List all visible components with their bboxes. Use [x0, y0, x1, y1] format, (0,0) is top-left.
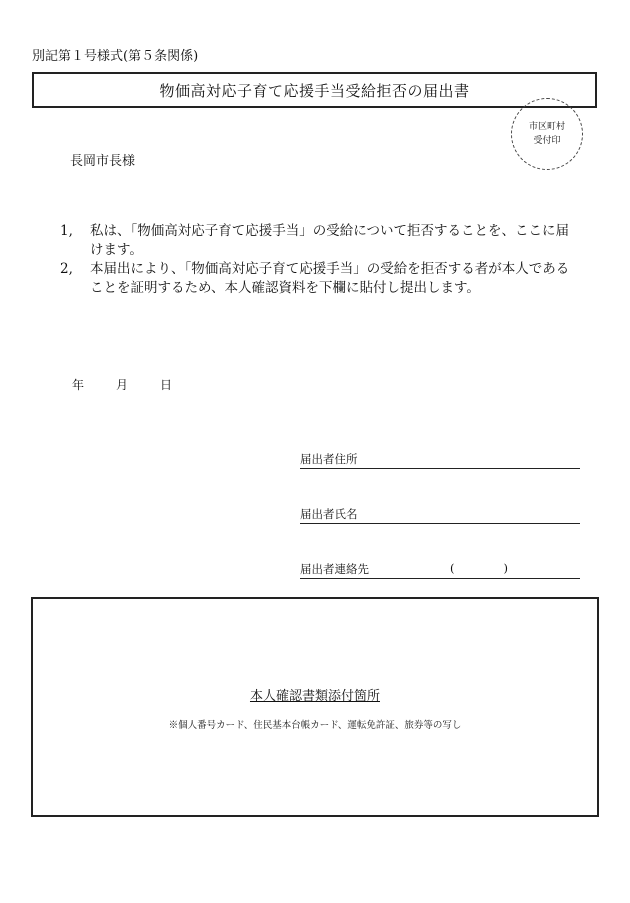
form-number: 別記第１号様式(第５条関係) — [32, 49, 199, 64]
contact-field[interactable] — [300, 561, 580, 579]
name-label: 届出者氏名 — [300, 507, 358, 521]
attachment-title: 本人確認書類添付箇所 — [249, 689, 380, 704]
clause-text: 本届出により、「物価高対応子育て応援手当」の受給を拒否する者が本人であることを証明するため、本人確認資料を下欄に貼付し提出します。 — [90, 261, 570, 296]
paren-close: ) — [503, 561, 508, 575]
clauses — [60, 222, 580, 298]
contact-parens — [450, 561, 508, 575]
clause-number: 2, — [60, 261, 73, 277]
reception-stamp-area — [511, 98, 583, 170]
stamp-label-line1: 市区町村 — [528, 122, 565, 132]
clause-1 — [60, 222, 580, 260]
date-line — [72, 376, 204, 393]
clause-2 — [60, 260, 580, 298]
paren-open: ( — [450, 561, 455, 575]
clause-number: 1, — [60, 223, 73, 239]
id-document-attachment-area[interactable] — [31, 597, 599, 817]
title-box — [32, 72, 597, 108]
addressee: 長岡市長様 — [70, 154, 136, 169]
address-label: 届出者住所 — [300, 452, 358, 466]
document-title: 物価高対応子育て応援手当受給拒否の届出書 — [159, 81, 470, 100]
date-year: 年 — [72, 378, 85, 392]
contact-label: 届出者連絡先 — [300, 562, 369, 576]
stamp-label-line2: 受付印 — [533, 136, 561, 146]
address-field[interactable] — [300, 451, 580, 469]
date-day: 日 — [160, 378, 173, 392]
clause-text: 私は、「物価高対応子育て応援手当」の受給について拒否することを、ここに届けます。 — [90, 223, 569, 258]
name-field[interactable] — [300, 506, 580, 524]
attachment-note: ※個人番号カード、住民基本台帳カード、運転免許証、旅券等の写し — [168, 720, 462, 731]
date-month: 月 — [116, 378, 129, 392]
